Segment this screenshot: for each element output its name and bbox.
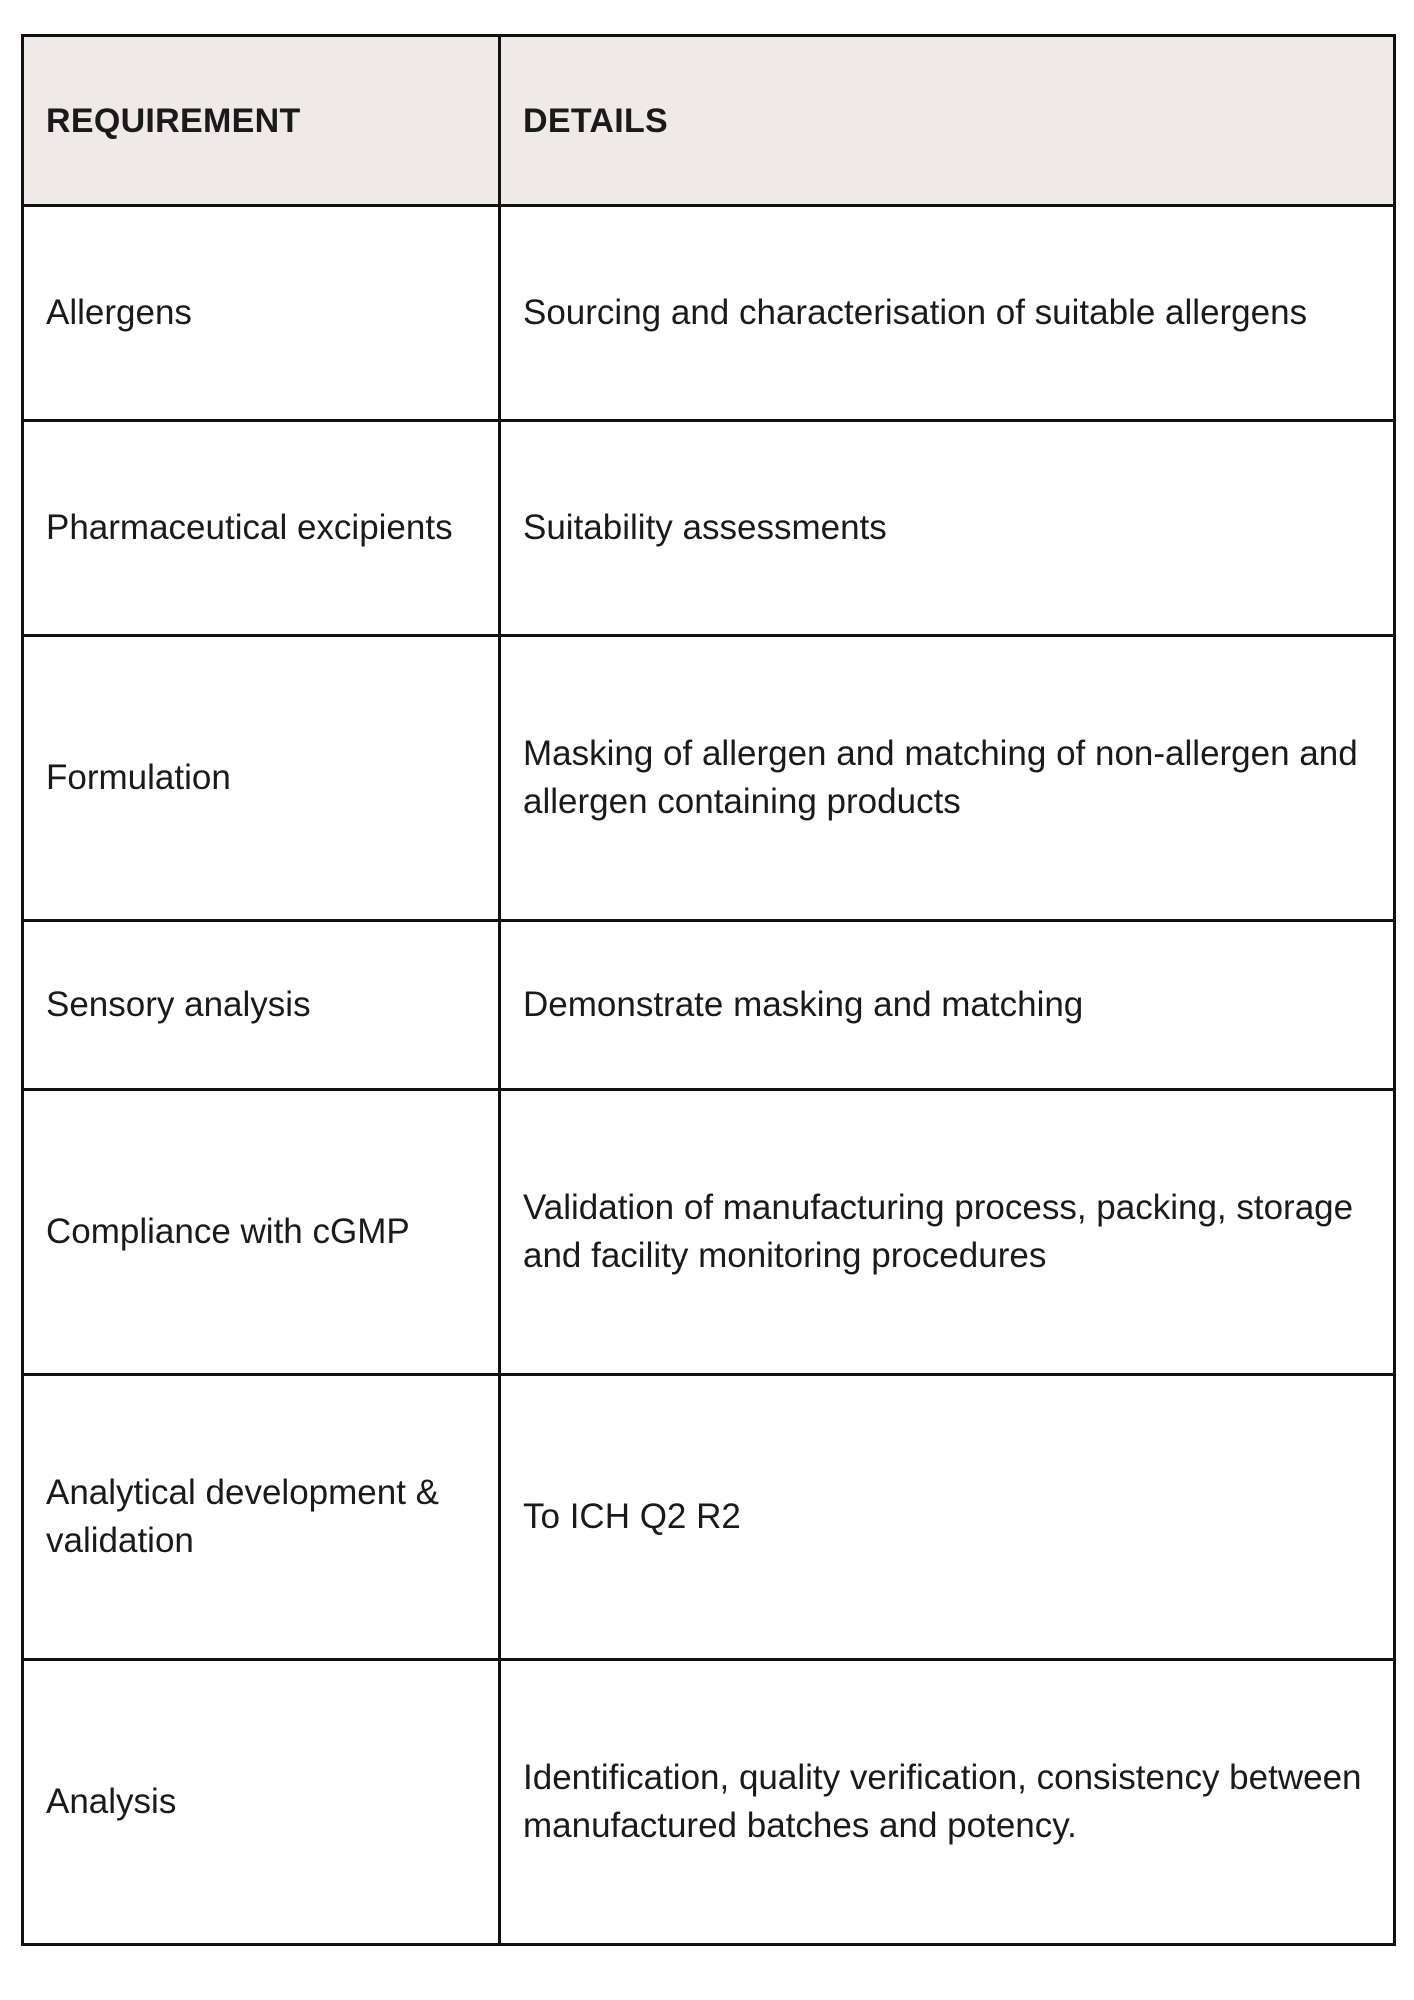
requirement-cell: Analysis [23,1660,500,1945]
requirement-cell: Pharmaceutical excipients [23,421,500,636]
header-requirement: REQUIREMENT [23,36,500,206]
table-row [23,921,1395,1090]
details-cell: Validation of manufacturing process, packing, storage and facility monitoring procedures [500,1090,1395,1375]
table-row [23,1375,1395,1660]
table-row [23,1660,1395,1945]
details-cell: Identification, quality verification, consistency between manufactured batches and potency. [500,1660,1395,1945]
requirements-table [21,34,1396,1946]
requirements-table-container [21,34,1393,1946]
table-row [23,206,1395,421]
requirement-cell: Compliance with cGMP [23,1090,500,1375]
requirement-cell: Allergens [23,206,500,421]
table-row [23,1090,1395,1375]
requirement-cell: Sensory analysis [23,921,500,1090]
table-row [23,636,1395,921]
details-cell: Masking of allergen and matching of non-allergen and allergen containing products [500,636,1395,921]
details-cell: Sourcing and characterisation of suitable allergens [500,206,1395,421]
table-row [23,421,1395,636]
details-cell: Demonstrate masking and matching [500,921,1395,1090]
requirement-cell: Formulation [23,636,500,921]
table-header-row [23,36,1395,206]
header-details: DETAILS [500,36,1395,206]
details-cell: Suitability assessments [500,421,1395,636]
details-cell: To ICH Q2 R2 [500,1375,1395,1660]
requirement-cell: Analytical development & validation [23,1375,500,1660]
